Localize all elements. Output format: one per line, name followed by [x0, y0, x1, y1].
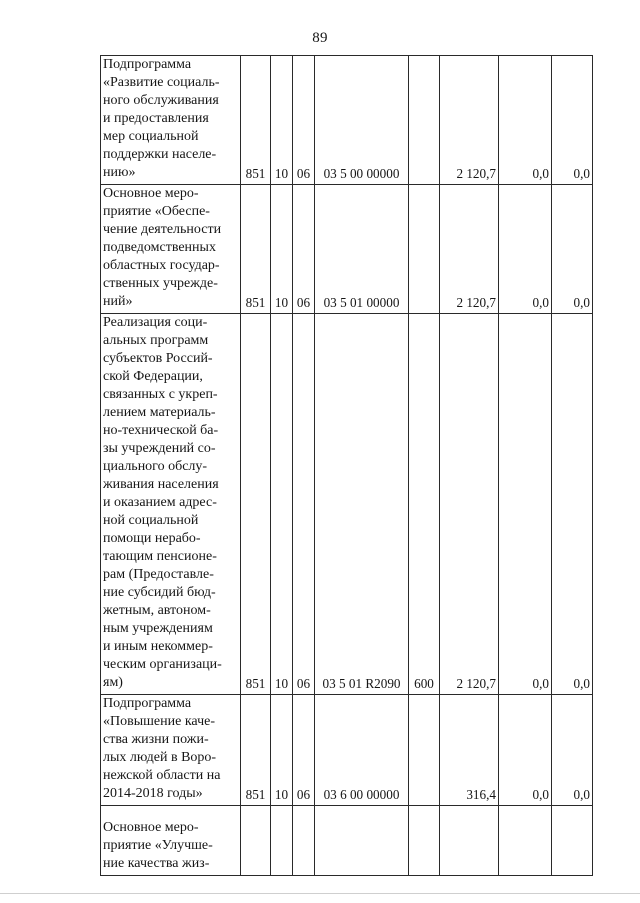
item-name-line: ства жизни пожи- — [103, 732, 209, 747]
item-name-line: живания населения — [103, 477, 219, 492]
table-row — [101, 185, 593, 314]
item-name-cell — [101, 695, 241, 806]
table-row — [101, 806, 593, 876]
budget-table — [100, 55, 593, 876]
sum-2019-cell: 0,0 — [552, 695, 593, 806]
pr-cell: 06 — [293, 314, 315, 695]
item-name-line: и иным некоммер- — [103, 639, 213, 654]
item-name-line: циального обслу- — [103, 459, 208, 474]
vr-cell — [409, 185, 440, 314]
pr-cell: 06 — [293, 56, 315, 185]
item-name-line: подведомственных — [103, 240, 216, 255]
sum-2018-cell: 0,0 — [499, 56, 552, 185]
item-name-line: ной социальной — [103, 513, 199, 528]
item-name-line: лых людей в Воро- — [103, 750, 217, 765]
item-name-line: Основное меро- — [103, 820, 199, 835]
item-name-line: помощи нерабо- — [103, 531, 201, 546]
item-name-line: и предоставления — [103, 111, 209, 126]
csr-cell: 03 6 00 00000 — [315, 695, 409, 806]
item-name-line: но-технической ба- — [103, 423, 219, 438]
table-row — [101, 695, 593, 806]
pr-cell — [293, 806, 315, 876]
rz-cell: 10 — [271, 56, 293, 185]
item-name-line: ние субсидий бюд- — [103, 585, 216, 600]
sum-2019-cell: 0,0 — [552, 185, 593, 314]
sum-2018-cell: 0,0 — [499, 695, 552, 806]
item-name-line: ного обслуживания — [103, 93, 219, 108]
item-name-line: субъектов Россий- — [103, 351, 213, 366]
gr-cell — [241, 806, 271, 876]
csr-cell: 03 5 01 R2090 — [315, 314, 409, 695]
sum-2018-cell — [499, 806, 552, 876]
gr-cell: 851 — [241, 185, 271, 314]
csr-cell: 03 5 01 00000 — [315, 185, 409, 314]
item-name-line: 2014-2018 годы» — [103, 786, 203, 801]
rz-cell: 10 — [271, 695, 293, 806]
item-name-line: рам (Предоставле- — [103, 567, 214, 582]
item-name-line: ям) — [103, 675, 123, 690]
table-row — [101, 314, 593, 695]
item-name-cell — [101, 185, 241, 314]
rz-cell: 10 — [271, 185, 293, 314]
item-name-line: и оказанием адрес- — [103, 495, 217, 510]
item-name-line: жетным, автоном- — [103, 603, 211, 618]
pr-cell: 06 — [293, 695, 315, 806]
item-name-line: Подпрограмма — [103, 696, 192, 711]
item-name-line: приятие «Улучше- — [103, 838, 213, 853]
table-body — [101, 56, 593, 876]
item-name-line: поддержки населе- — [103, 147, 217, 162]
vr-cell — [409, 806, 440, 876]
item-name-line: областных государ- — [103, 258, 220, 273]
item-name-cell — [101, 56, 241, 185]
item-name-line: нию» — [103, 165, 136, 180]
item-name-line: связанных с укреп- — [103, 387, 218, 402]
sum-2019-cell: 0,0 — [552, 56, 593, 185]
rz-cell: 10 — [271, 314, 293, 695]
sum-2018-cell: 0,0 — [499, 185, 552, 314]
item-name-line: нежской области на — [103, 768, 221, 783]
pr-cell: 06 — [293, 185, 315, 314]
item-name-line: Реализация соци- — [103, 315, 208, 330]
item-name-line: «Повышение каче- — [103, 714, 215, 729]
gr-cell: 851 — [241, 695, 271, 806]
csr-cell: 03 5 00 00000 — [315, 56, 409, 185]
sum-2019-cell — [552, 806, 593, 876]
item-name-line: ческим организаци- — [103, 657, 222, 672]
scan-edge-line — [0, 893, 640, 894]
item-name-line: тающим пенсионе- — [103, 549, 217, 564]
sum-2017-cell — [440, 806, 499, 876]
item-name-line: ний» — [103, 294, 133, 309]
vr-cell — [409, 56, 440, 185]
item-name-line: ние качества жиз- — [103, 856, 210, 871]
item-name-line: зы учреждений со- — [103, 441, 216, 456]
sum-2019-cell: 0,0 — [552, 314, 593, 695]
item-name-line: приятие «Обеспе- — [103, 204, 210, 219]
rz-cell — [271, 806, 293, 876]
sum-2018-cell: 0,0 — [499, 314, 552, 695]
table-row — [101, 56, 593, 185]
item-name-line: чение деятельности — [103, 222, 222, 237]
vr-cell — [409, 695, 440, 806]
sum-2017-cell: 2 120,7 — [440, 56, 499, 185]
item-name-line: Подпрограмма — [103, 57, 192, 72]
item-name-line: лением материаль- — [103, 405, 216, 420]
sum-2017-cell: 316,4 — [440, 695, 499, 806]
gr-cell: 851 — [241, 314, 271, 695]
gr-cell: 851 — [241, 56, 271, 185]
sum-2017-cell: 2 120,7 — [440, 185, 499, 314]
item-name-line: ственных учрежде- — [103, 276, 218, 291]
item-name-line: «Развитие социаль- — [103, 75, 220, 90]
item-name-line: ской Федерации, — [103, 369, 203, 384]
sum-2017-cell: 2 120,7 — [440, 314, 499, 695]
vr-cell: 600 — [409, 314, 440, 695]
item-name-line: ным учреждениям — [103, 621, 213, 636]
csr-cell — [315, 806, 409, 876]
item-name-cell — [101, 314, 241, 695]
item-name-cell — [101, 806, 241, 876]
item-name-line: мер социальной — [103, 129, 199, 144]
page-number: 89 — [312, 30, 328, 46]
item-name-line: Основное меро- — [103, 186, 199, 201]
item-name-line: альных программ — [103, 333, 209, 348]
